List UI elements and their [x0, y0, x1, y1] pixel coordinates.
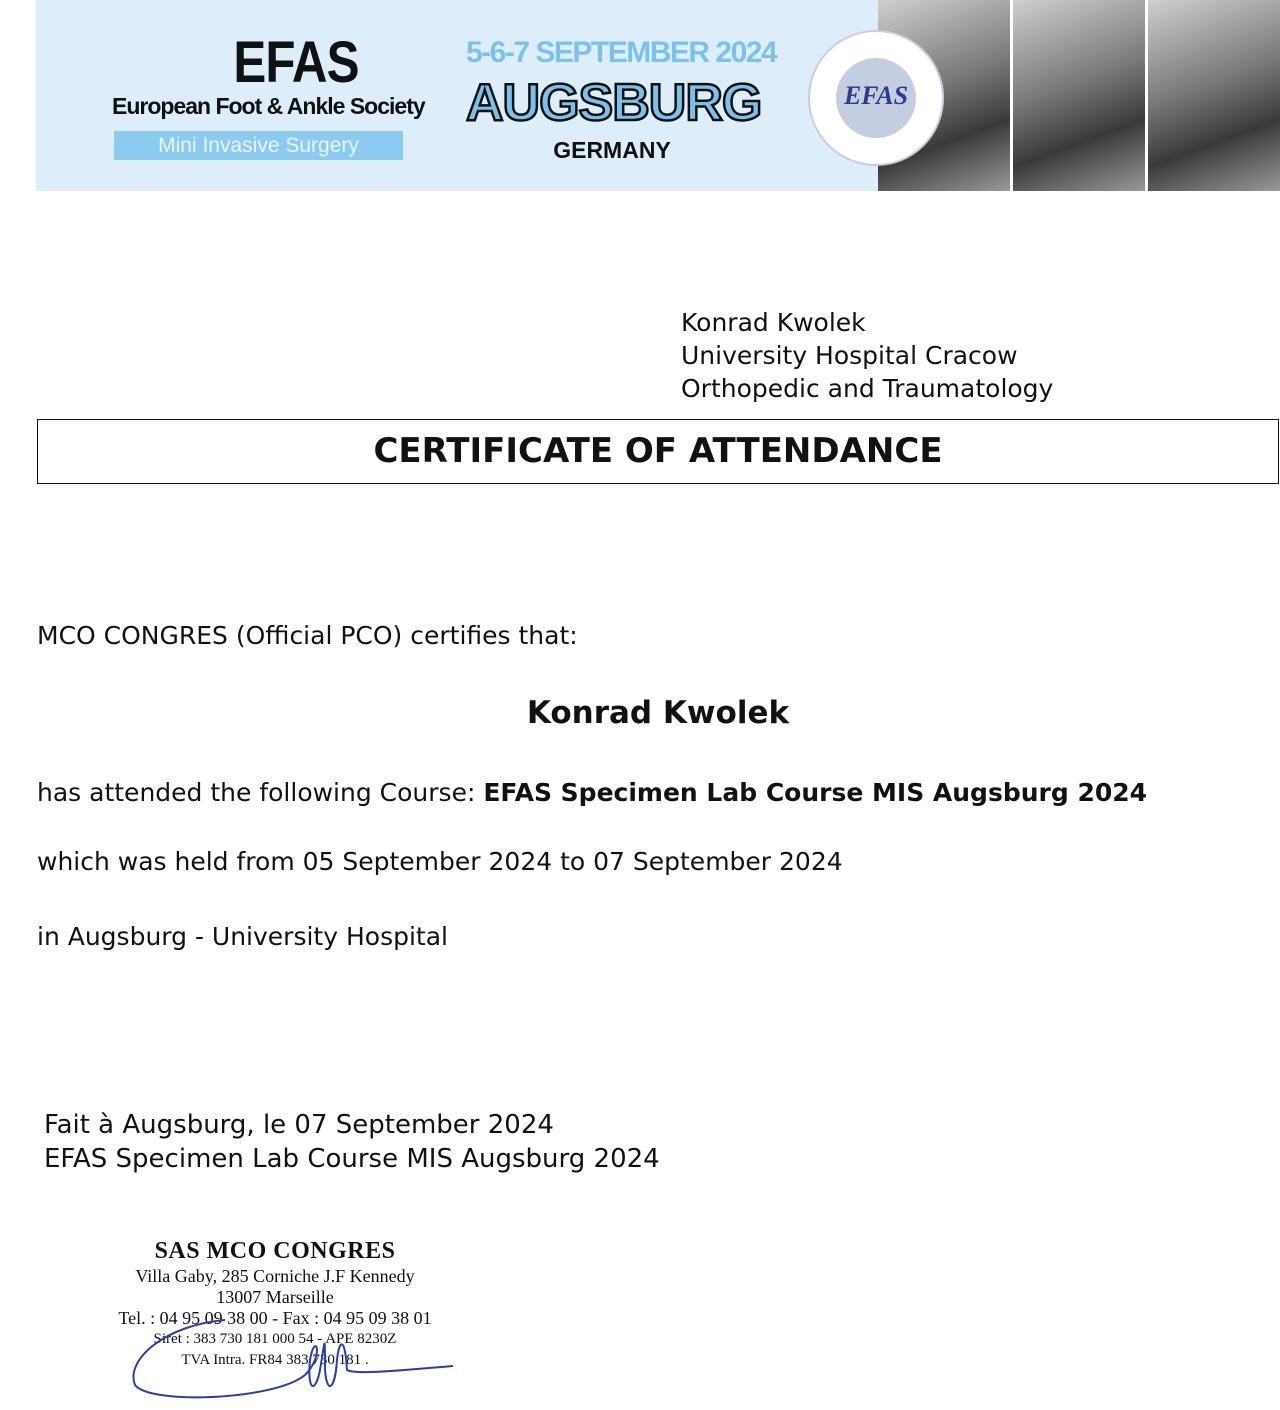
event-city: AUGSBURG [466, 74, 762, 132]
lab-photo [1148, 0, 1280, 191]
course-name: EFAS Specimen Lab Course MIS Augsburg 2024 [483, 778, 1148, 807]
course-line [37, 777, 1147, 809]
efas-logo-title: EFAS [233, 30, 359, 95]
closing [44, 1108, 660, 1176]
certificate-title: CERTIFICATE OF ATTENDANCE [37, 419, 1279, 484]
stamp-city: 13007 Marseille [216, 1287, 334, 1307]
event-dates: 5-6-7 SEPTEMBER 2024 [466, 36, 777, 69]
attendee-name: Konrad Kwolek [526, 695, 790, 731]
banner-subtitle: Mini Invasive Surgery [114, 131, 403, 160]
place-date: Fait à Augsburg, le 07 September 2024 [44, 1110, 554, 1140]
stamp-siret: Siret : 383 730 181 000 54 - APE 8230Z [153, 1331, 397, 1347]
event-country: GERMANY [553, 137, 671, 163]
closing-course: EFAS Specimen Lab Course MIS Augsburg 2024 [44, 1144, 660, 1174]
event-banner [36, 0, 1280, 191]
lab-photo [1013, 0, 1145, 191]
certifies-text: MCO CONGRES (Official PCO) certifies that: [37, 621, 578, 650]
stamp-tva: TVA Intra. FR84 383 730 181 . [181, 1352, 369, 1368]
recipient-institution: University Hospital Cracow [681, 341, 1018, 370]
recipient-department: Orthopedic and Traumatology [681, 374, 1054, 403]
course-prefix: has attended the following Course: [37, 778, 484, 807]
recipient-address [681, 306, 1053, 405]
stamp-address: Villa Gaby, 285 Corniche J.F Kennedy [135, 1266, 415, 1286]
seal-mark: EFAS [843, 81, 909, 110]
stamp-phone: Tel. : 04 95 09 38 00 - Fax : 04 95 09 38 01 [118, 1308, 432, 1328]
efas-seal-logo [808, 30, 944, 166]
society-name: European Foot & Ankle Society [112, 93, 425, 119]
recipient-name: Konrad Kwolek [681, 308, 866, 337]
stamp-company: SAS MCO CONGRES [154, 1238, 396, 1264]
location-text: in Augsburg - University Hospital [37, 922, 448, 951]
dates-text: which was held from 05 September 2024 to 07 September 2024 [37, 847, 843, 876]
signature [125, 1300, 465, 1410]
